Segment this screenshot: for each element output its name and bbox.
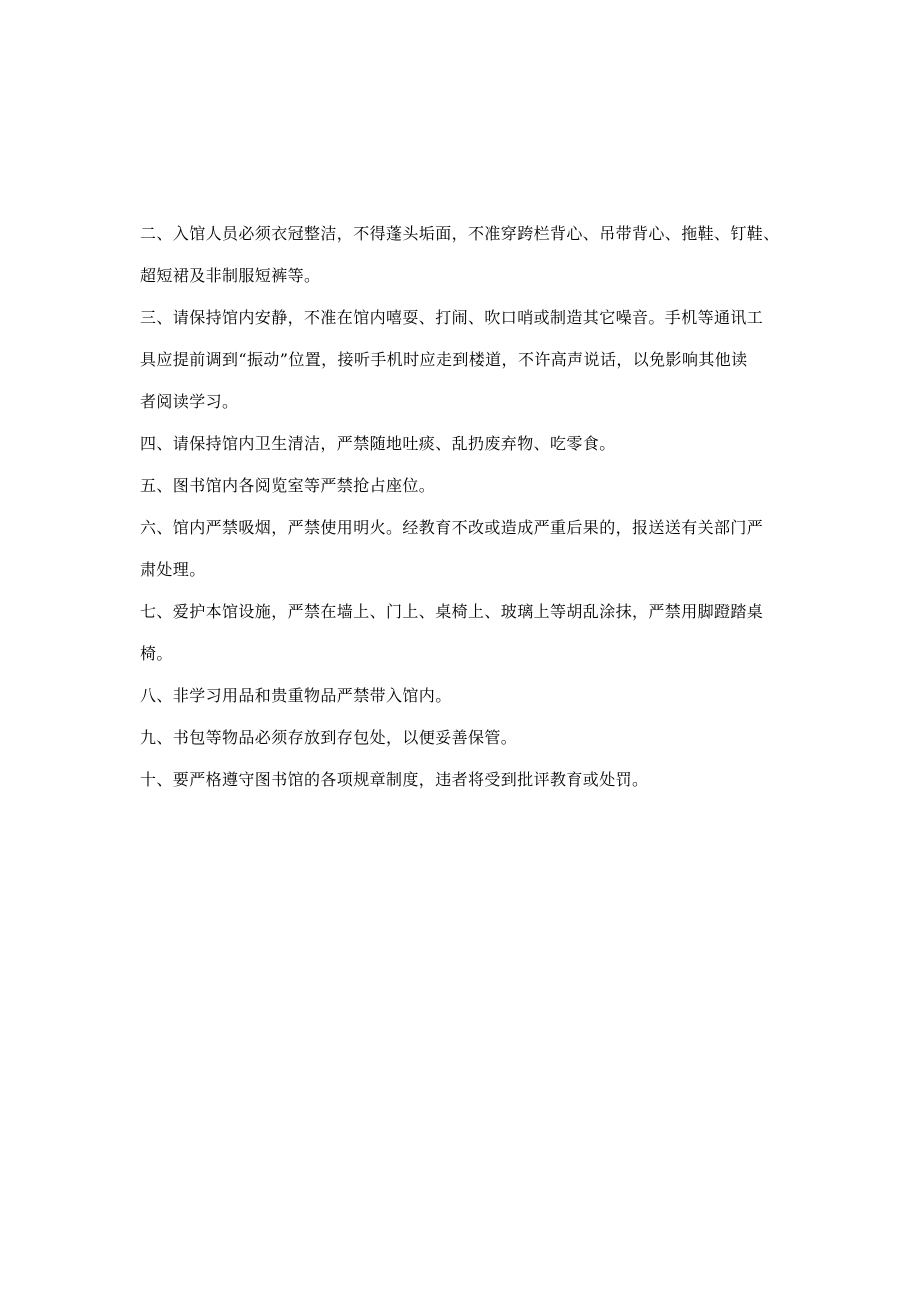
rule-item-7 [140, 591, 810, 675]
rule-line: 四、请保持馆内卫生清洁，严禁随地吐痰、乱扔废弃物、吃零食。 [140, 434, 616, 453]
rules-list [140, 213, 810, 801]
rule-item-4 [140, 423, 810, 465]
rule-line: 十、要严格遵守图书馆的各项规章制度，违者将受到批评教育或处罚。 [140, 770, 649, 789]
rule-item-3 [140, 297, 810, 423]
rule-line: 二、入馆人员必须衣冠整洁，不得蓬头垢面，不准穿跨栏背心、吊带背心、拖鞋、钉鞋、 [140, 224, 780, 243]
rule-line: 肃处理。 [140, 560, 206, 579]
rule-item-2 [140, 213, 810, 297]
rule-line: 六、馆内严禁吸烟，严禁使用明火。经教育不改或造成严重后果的，报送送有关部门严 [140, 518, 764, 537]
rule-item-6 [140, 507, 810, 591]
rule-item-8 [140, 675, 810, 717]
rule-line: 八、非学习用品和贵重物品严禁带入馆内。 [140, 686, 452, 705]
rule-line: 九、书包等物品必须存放到存包处，以便妥善保管。 [140, 728, 518, 747]
rule-line: 五、图书馆内各阅览室等严禁抢占座位。 [140, 476, 436, 495]
rule-line: 椅。 [140, 644, 173, 663]
rule-item-9 [140, 717, 810, 759]
rule-item-5 [140, 465, 810, 507]
rule-line: 具应提前调到“振动”位置，接听手机时应走到楼道，不许高声说话，以免影响其他读 [140, 350, 748, 369]
rule-line: 七、爱护本馆设施，严禁在墙上、门上、桌椅上、玻璃上等胡乱涂抹，严禁用脚蹬踏桌 [140, 602, 764, 621]
rule-line: 超短裙及非制服短裤等。 [140, 266, 321, 285]
rule-line: 者阅读学习。 [140, 392, 239, 411]
rule-line: 三、请保持馆内安静，不准在馆内嘻耍、打闹、吹口哨或制造其它噪音。手机等通讯工 [140, 308, 764, 327]
rule-item-10 [140, 759, 810, 801]
